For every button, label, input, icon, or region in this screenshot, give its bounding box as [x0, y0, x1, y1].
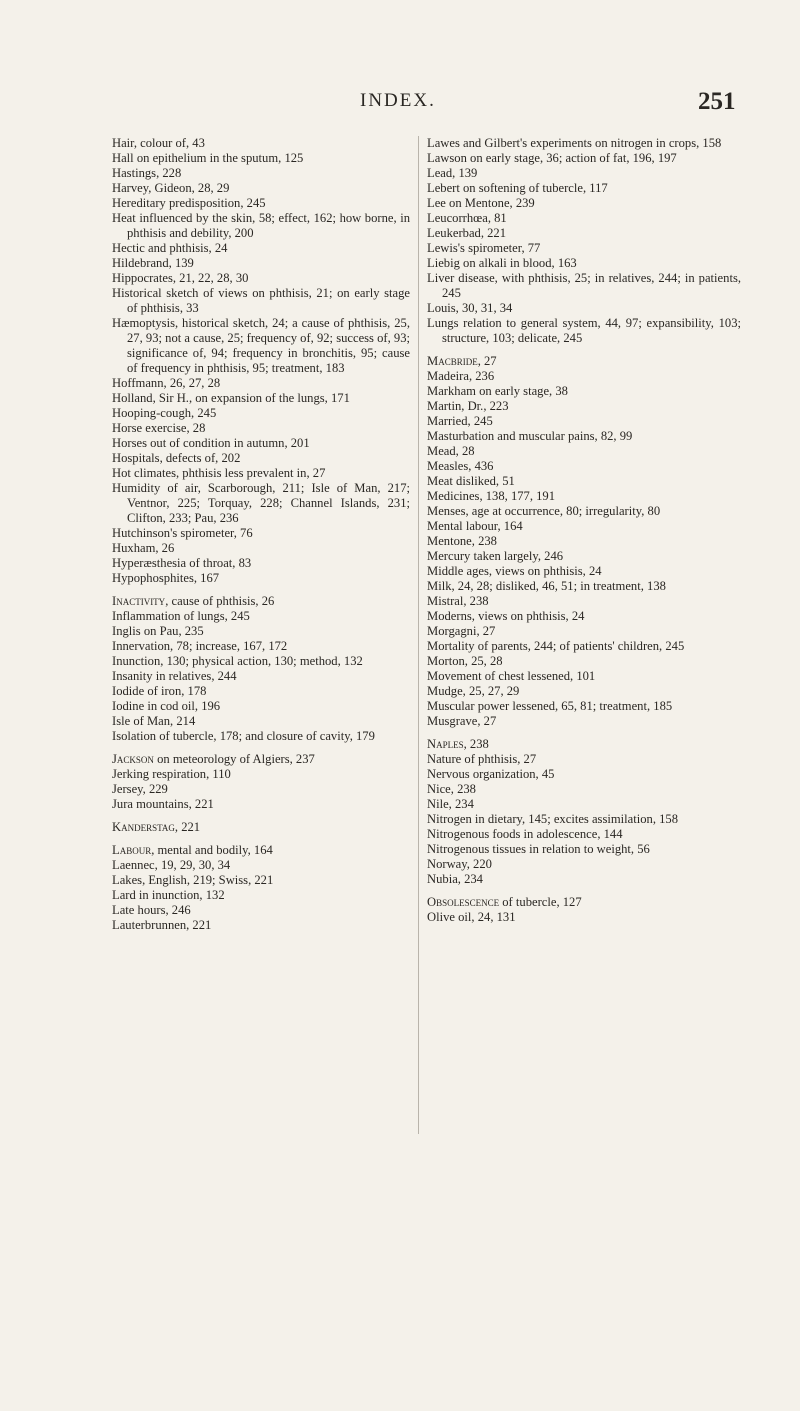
index-entry [427, 211, 741, 226]
index-entry-text: Liver disease, with phthisis, 25; in relatives, 244; in patients, 245 [427, 271, 741, 300]
index-entry-text: Markham on early stage, 38 [427, 384, 568, 398]
index-entry-text: Norway, 220 [427, 857, 492, 871]
index-entry [427, 166, 741, 181]
index-entry [112, 624, 410, 639]
index-entry-text: Nitrogen in dietary, 145; excites assimilation, 158 [427, 812, 679, 826]
index-entry-text: Hospitals, defects of, 202 [112, 451, 241, 465]
index-entry-text: Lebert on softening of tubercle, 117 [427, 181, 608, 195]
index-entry [112, 858, 410, 873]
index-entry [427, 609, 741, 624]
index-entry [427, 857, 741, 872]
index-entry-text: Hair, colour of, 43 [112, 136, 205, 150]
index-entry [112, 594, 410, 609]
index-entry-text: , cause of phthisis, 26 [165, 594, 275, 608]
index-entry [112, 556, 410, 571]
index-entry [427, 579, 741, 594]
index-entry [427, 594, 741, 609]
index-entry-text: Lead, 139 [427, 166, 478, 180]
index-entry [427, 369, 741, 384]
index-entry-text: Heat influenced by the skin, 58; effect, 162; how borne, in phthisis and debility, 200 [112, 211, 410, 240]
index-column-right [427, 136, 741, 925]
index-entry-text: Humidity of air, Scarborough, 211; Isle of Man, 217; Ventnor, 225; Torquay, 228; Channel Islands, 231; Clifton, 233; Pau, 236 [112, 481, 410, 525]
index-entry-text: Hildebrand, 139 [112, 256, 194, 270]
index-entry-text: Insanity in relatives, 244 [112, 669, 237, 683]
index-entry [112, 181, 410, 196]
index-entry-text: Hypophosphites, 167 [112, 571, 220, 585]
index-entry-text: Isolation of tubercle, 178; and closure of cavity, 179 [112, 729, 375, 743]
index-entry [112, 136, 410, 151]
index-entry [427, 354, 741, 369]
column-divider [418, 136, 419, 1134]
index-entry-lead: Naples [427, 737, 464, 751]
index-entry [427, 910, 741, 925]
index-entry-text: Iodide of iron, 178 [112, 684, 207, 698]
index-entry [112, 782, 410, 797]
index-entry [427, 301, 741, 316]
index-entry-text: Louis, 30, 31, 34 [427, 301, 513, 315]
index-entry-text: Liebig on alkali in blood, 163 [427, 256, 577, 270]
index-entry-text: Musgrave, 27 [427, 714, 497, 728]
index-entry [427, 384, 741, 399]
index-entry-text: Hæmoptysis, historical sketch, 24; a cause of phthisis, 25, 27, 93; not a cause, 25; frequency of, 92; success of, 93; significance of, 94; frequency in bronchitis, 95; cause of frequency in phthisis, 95; treatment, 183 [112, 316, 410, 375]
index-entry [112, 903, 410, 918]
index-entry [112, 767, 410, 782]
index-entry-text: Hoffmann, 26, 27, 28 [112, 376, 221, 390]
index-entry-lead: Labour [112, 843, 152, 857]
index-entry [427, 827, 741, 842]
index-entry [112, 752, 410, 767]
index-column-left [112, 136, 410, 933]
index-entry [427, 842, 741, 857]
index-entry [427, 504, 741, 519]
index-entry-text: Martin, Dr., 223 [427, 399, 509, 413]
page-number: 251 [698, 88, 736, 115]
index-entry-text: Middle ages, views on phthisis, 24 [427, 564, 602, 578]
index-entry-text: Hyperæsthesia of throat, 83 [112, 556, 252, 570]
index-entry-text: Hutchinson's spirometer, 76 [112, 526, 253, 540]
index-entry [112, 211, 410, 241]
index-entry [112, 571, 410, 586]
index-entry [427, 654, 741, 669]
index-entry-text: Nature of phthisis, 27 [427, 752, 537, 766]
index-entry [112, 699, 410, 714]
index-entry-text: , 27 [477, 354, 497, 368]
index-entry-text: Jura mountains, 221 [112, 797, 214, 811]
index-entry-text: Mentone, 238 [427, 534, 497, 548]
index-entry-text: Late hours, 246 [112, 903, 191, 917]
index-entry-text: Laennec, 19, 29, 30, 34 [112, 858, 231, 872]
index-entry-text: Mortality of parents, 244; of patients' children, 245 [427, 639, 685, 653]
index-entry-text: Mudge, 25, 27, 29 [427, 684, 520, 698]
index-entry-text: Iodine in cod oil, 196 [112, 699, 221, 713]
index-entry-text: Jerking respiration, 110 [112, 767, 231, 781]
index-entry [427, 895, 741, 910]
index-entry-text: Leukerbad, 221 [427, 226, 507, 240]
index-entry [112, 669, 410, 684]
index-entry-text: Measles, 436 [427, 459, 494, 473]
index-entry [112, 286, 410, 316]
index-entry-text: Madeira, 236 [427, 369, 495, 383]
index-entry-text: Lee on Mentone, 239 [427, 196, 535, 210]
index-entry-lead: Obsolescence [427, 895, 500, 909]
index-entry [427, 316, 741, 346]
index-entry-text: Nitrogenous tissues in relation to weight, 56 [427, 842, 650, 856]
index-entry-text: Hectic and phthisis, 24 [112, 241, 228, 255]
index-entry [112, 526, 410, 541]
index-entry [112, 166, 410, 181]
index-entry [427, 241, 741, 256]
index-entry-text: Isle of Man, 214 [112, 714, 196, 728]
index-entry [112, 196, 410, 211]
index-entry [112, 391, 410, 406]
index-entry [427, 136, 741, 151]
index-entry-text: Mental labour, 164 [427, 519, 523, 533]
index-entry-text: Morgagni, 27 [427, 624, 496, 638]
index-entry [427, 256, 741, 271]
index-entry-text: Mercury taken largely, 246 [427, 549, 564, 563]
index-entry-text: Lauterbrunnen, 221 [112, 918, 212, 932]
index-entry-text: Married, 245 [427, 414, 493, 428]
index-entry-text: Meat disliked, 51 [427, 474, 515, 488]
index-entry [427, 684, 741, 699]
index-entry [427, 414, 741, 429]
index-entry-text: Inflammation of lungs, 245 [112, 609, 250, 623]
index-entry [112, 436, 410, 451]
index-entry-lead: Jackson [112, 752, 154, 766]
index-entry [427, 181, 741, 196]
index-entry [112, 639, 410, 654]
index-entry-text: Mead, 28 [427, 444, 475, 458]
index-entry [427, 271, 741, 301]
index-entry-text: Horses out of condition in autumn, 201 [112, 436, 310, 450]
index-entry [112, 654, 410, 669]
index-entry-text: Hastings, 228 [112, 166, 182, 180]
index-entry [112, 820, 410, 835]
index-entry-text: Mistral, 238 [427, 594, 489, 608]
index-entry-text: Olive oil, 24, 131 [427, 910, 516, 924]
index-entry [427, 534, 741, 549]
index-entry [427, 151, 741, 166]
index-entry-text: Milk, 24, 28; disliked, 46, 51; in treatment, 138 [427, 579, 666, 593]
index-entry [427, 872, 741, 887]
index-entry-text: Nice, 238 [427, 782, 476, 796]
index-entry-text: Lakes, English, 219; Swiss, 221 [112, 873, 274, 887]
index-entry-text: Hooping-cough, 245 [112, 406, 217, 420]
index-entry-text: Hot climates, phthisis less prevalent in, 27 [112, 466, 326, 480]
index-entry-text: Leucorrhœa, 81 [427, 211, 507, 225]
index-entry-lead: Macbride [427, 354, 478, 368]
index-entry [112, 843, 410, 858]
index-entry-text: Nile, 234 [427, 797, 474, 811]
index-entry-text: Nervous organization, 45 [427, 767, 555, 781]
index-entry [112, 241, 410, 256]
index-entry [427, 782, 741, 797]
index-entry [112, 421, 410, 436]
index-entry [112, 541, 410, 556]
index-entry [427, 226, 741, 241]
index-entry-text: Lawson on early stage, 36; action of fat, 196, 197 [427, 151, 677, 165]
index-entry-text: , 221 [174, 820, 201, 834]
index-entry [427, 549, 741, 564]
index-entry [427, 519, 741, 534]
index-entry [427, 797, 741, 812]
page-header [0, 90, 800, 122]
index-entry [427, 669, 741, 684]
index-entry-text: Lawes and Gilbert's experiments on nitrogen in crops, 158 [427, 136, 722, 150]
index-entry-text: Jersey, 229 [112, 782, 168, 796]
running-title: INDEX. [360, 90, 436, 111]
index-entry [427, 429, 741, 444]
index-entry [112, 271, 410, 286]
index-entry [427, 767, 741, 782]
index-entry [112, 256, 410, 271]
index-entry [112, 376, 410, 391]
index-entry-text: Horse exercise, 28 [112, 421, 206, 435]
index-entry-text: Medicines, 138, 177, 191 [427, 489, 556, 503]
index-entry-text: Morton, 25, 28 [427, 654, 503, 668]
index-entry-text: Moderns, views on phthisis, 24 [427, 609, 585, 623]
index-entry-text: of tubercle, 127 [499, 895, 582, 909]
index-entry-text: Nitrogenous foods in adolescence, 144 [427, 827, 623, 841]
index-entry [112, 729, 410, 744]
index-entry [112, 406, 410, 421]
index-entry [427, 474, 741, 489]
index-entry [112, 684, 410, 699]
index-entry [427, 752, 741, 767]
index-entry [112, 151, 410, 166]
index-entry [112, 451, 410, 466]
index-entry [112, 714, 410, 729]
index-entry [427, 564, 741, 579]
index-entry-text: on meteorology of Algiers, 237 [153, 752, 315, 766]
index-entry-text: Innervation, 78; increase, 167, 172 [112, 639, 288, 653]
index-entry-text: Inglis on Pau, 235 [112, 624, 204, 638]
index-entry [427, 489, 741, 504]
index-entry-text: Hereditary predisposition, 245 [112, 196, 266, 210]
index-entry [427, 639, 741, 654]
index-entry-text: Huxham, 26 [112, 541, 175, 555]
index-entry [427, 737, 741, 752]
index-entry-text: Menses, age at occurrence, 80; irregularity, 80 [427, 504, 661, 518]
index-entry [112, 466, 410, 481]
index-entry-text: Historical sketch of views on phthisis, 21; on early stage of phthisis, 33 [112, 286, 410, 315]
index-entry-text: Masturbation and muscular pains, 82, 99 [427, 429, 633, 443]
index-entry [427, 812, 741, 827]
index-entry [112, 888, 410, 903]
index-entry-text: Lewis's spirometer, 77 [427, 241, 541, 255]
index-entry-text: Nubia, 234 [427, 872, 483, 886]
index-entry [112, 316, 410, 376]
index-entry-text: Inunction, 130; physical action, 130; method, 132 [112, 654, 363, 668]
index-entry [112, 609, 410, 624]
index-entry [427, 196, 741, 211]
index-entry-text: Harvey, Gideon, 28, 29 [112, 181, 230, 195]
index-entry [112, 918, 410, 933]
index-entry-text: Lungs relation to general system, 44, 97; expansibility, 103; structure, 103; delicate, 245 [427, 316, 741, 345]
index-entry [427, 444, 741, 459]
index-entry [112, 797, 410, 812]
index-entry [427, 459, 741, 474]
index-entry [427, 714, 741, 729]
index-entry-text: Holland, Sir H., on expansion of the lungs, 171 [112, 391, 350, 405]
index-entry-text: , 238 [463, 737, 489, 751]
index-entry [112, 481, 410, 526]
index-entry-text: Hippocrates, 21, 22, 28, 30 [112, 271, 249, 285]
index-entry [427, 624, 741, 639]
index-entry-text: Muscular power lessened, 65, 81; treatment, 185 [427, 699, 673, 713]
index-entry [112, 873, 410, 888]
index-entry-text: Hall on epithelium in the sputum, 125 [112, 151, 304, 165]
index-entry [427, 699, 741, 714]
index-entry-text: Movement of chest lessened, 101 [427, 669, 596, 683]
index-entry [427, 399, 741, 414]
index-entry-lead: Kanderstag [112, 820, 175, 834]
index-entry-text: Lard in inunction, 132 [112, 888, 225, 902]
index-entry-text: , mental and bodily, 164 [151, 843, 273, 857]
index-entry-lead: Inactivity [112, 594, 166, 608]
